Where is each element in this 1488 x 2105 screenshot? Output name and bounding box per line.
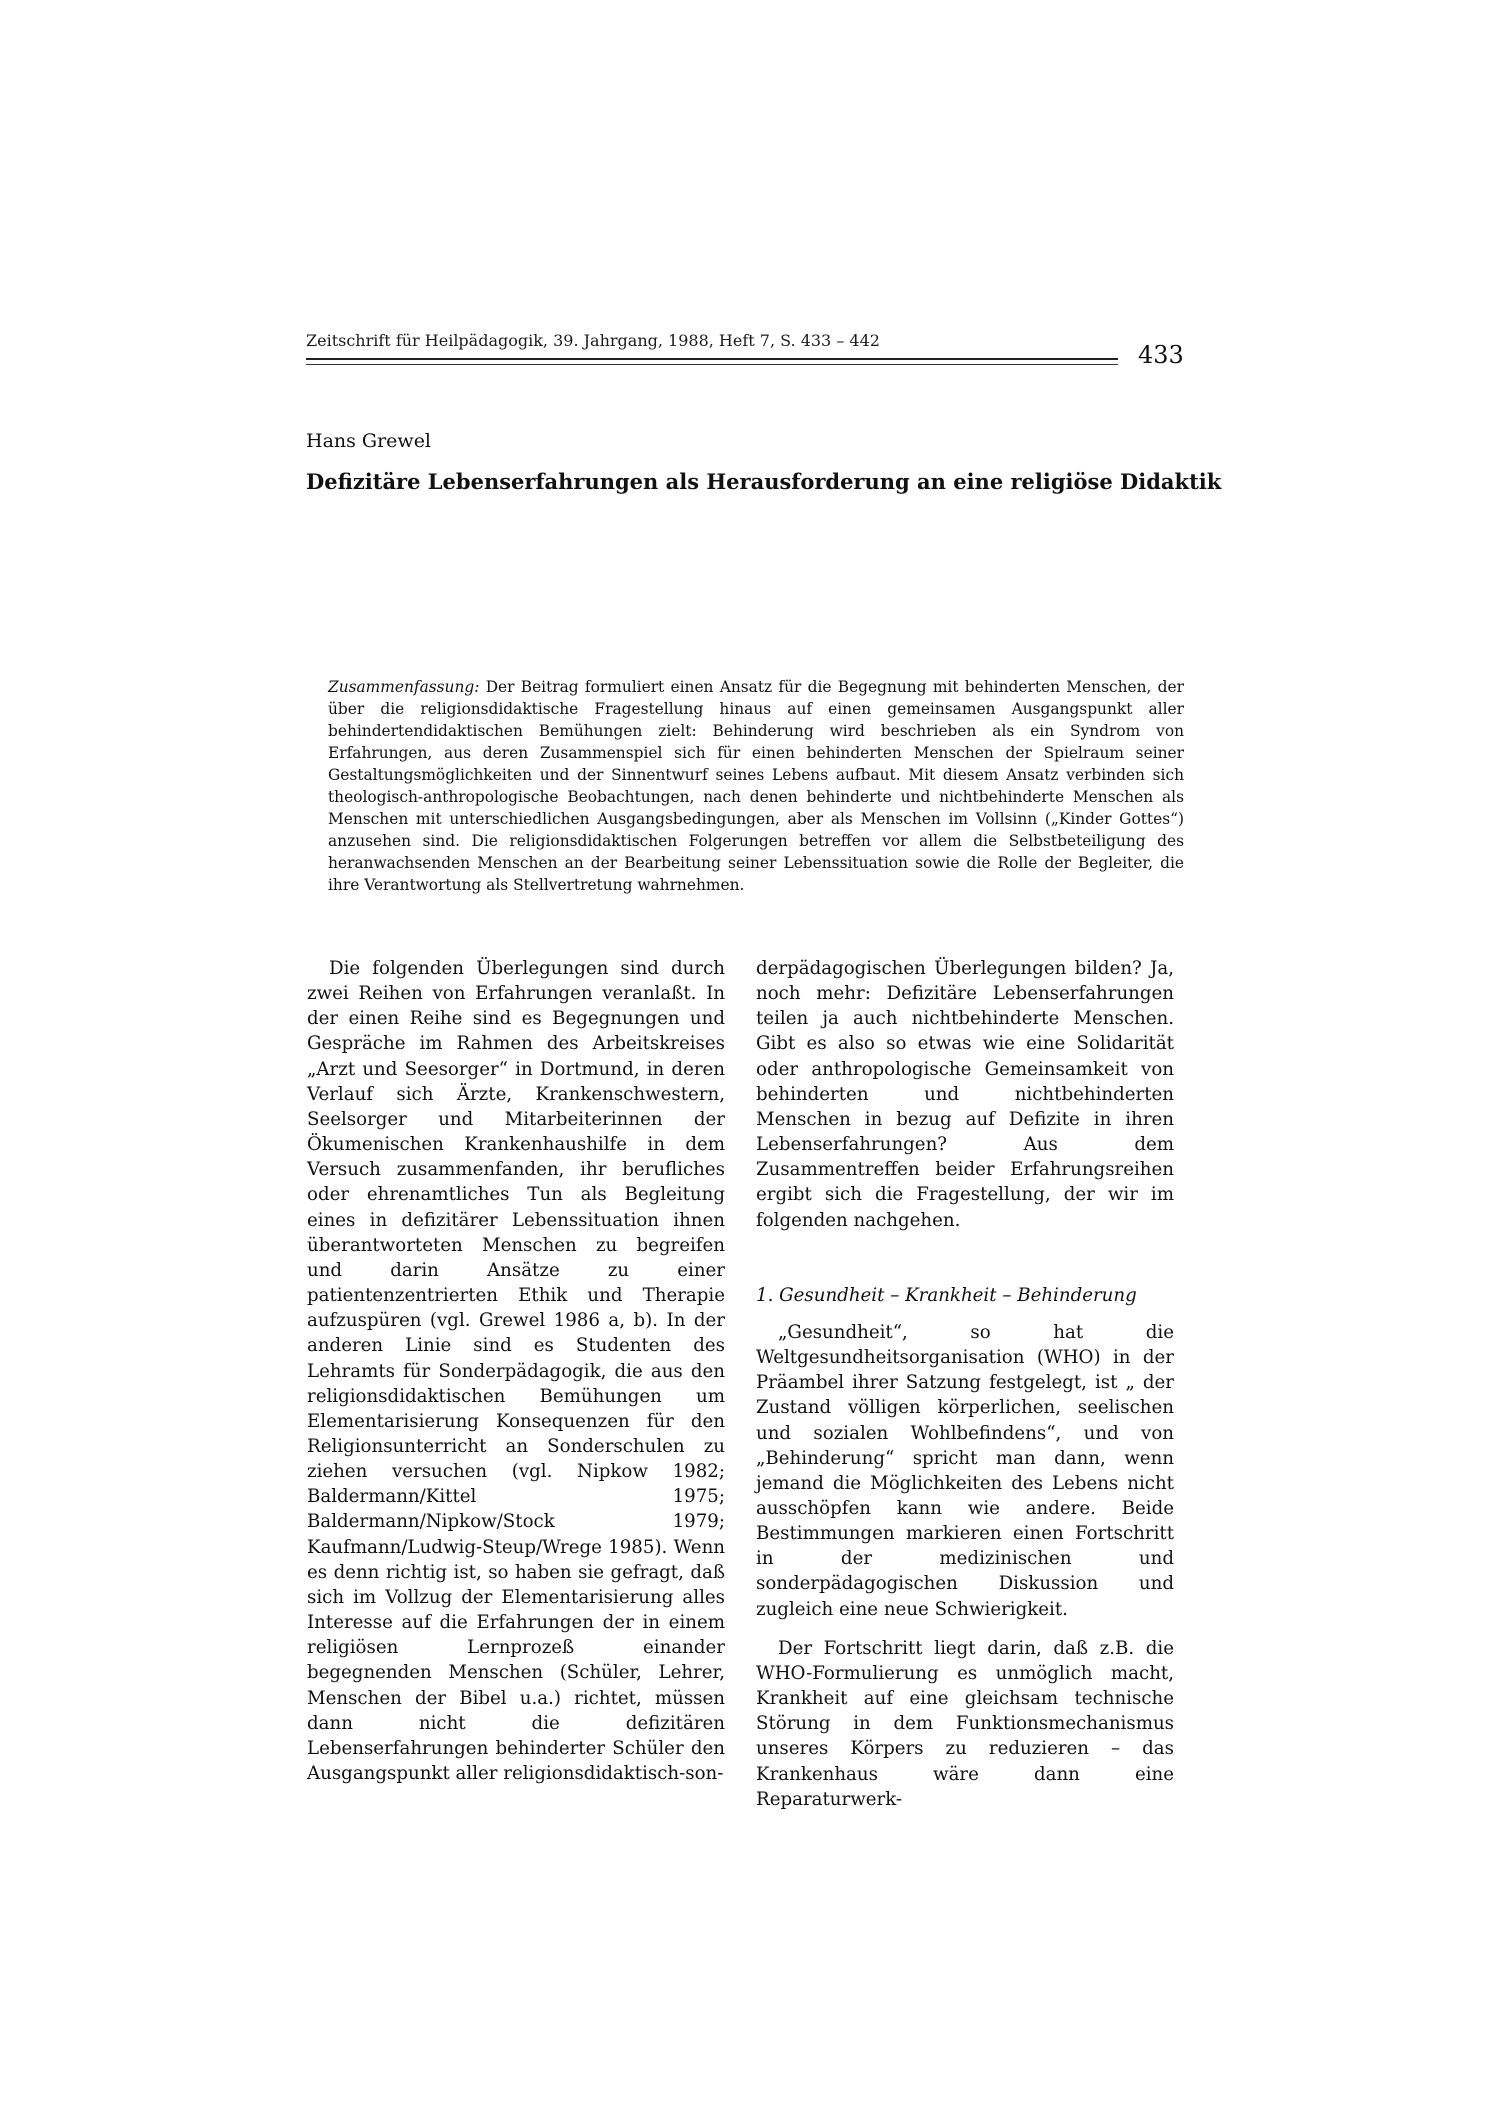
- header-rule-thin: [306, 364, 1118, 365]
- right-column: [756, 956, 1174, 1812]
- section-heading: 1. Gesundheit – Krankheit – Behinderung: [756, 1284, 1137, 1306]
- abstract-text: Der Beitrag formuliert einen Ansatz für die Begegnung mit behinderten Menschen, der über die religionsdidaktische Fragestellung hinaus auf einen gemeinsamen Ausgangspunkt aller behindertendidaktischen Bemühungen zielt: Behinderung wird beschrieben als ein Syndrom von Erfahrungen, aus deren Zusammenspiel sich für einen behinderten Menschen der Spielraum seiner Gestaltungsmöglichkeiten und der Sinnentwurf seines Lebens aufbaut. Mit diesem Ansatz verbinden sich theologisch-anthropologische Beobachtungen, nach denen behinderte und nichtbehinderte Menschen als Menschen mit unterschiedlichen Ausgangsbedingungen, aber als Menschen im Vollsinn („Kinder Gottes“) anzusehen sind. Die religionsdidaktischen Folgerungen betreffen vor allem die Selbstbeteiligung des heranwachsenden Menschen an der Bearbeitung seiner Lebenssituation sowie die Rolle der Begleiter, die ihre Verantwortung als Stellvertretung wahrnehmen.: [328, 678, 1184, 894]
- body-paragraph: Die folgenden Überlegungen sind durch zwei Reihen von Erfahrungen veranlaßt. In der einen Reihe sind es Begegnungen und Gespräche im Rahmen des Arbeitskreises „Arzt und Seesorger“ in Dortmund, in deren Verlauf sich Ärzte, Krankenschwestern, Seelsorger und Mitarbeiterinnen der Ökumenischen Krankenhaushilfe in dem Versuch zusammenfanden, ihr berufliches oder ehrenamtliches Tun als Begleitung eines in defizitärer Lebenssituation ihnen überantworteten Menschen zu begreifen und darin Ansätze zu einer patientenzentrierten Ethik und Therapie aufzuspüren (vgl. Grewel 1986 a, b). In der anderen Linie sind es Studenten des Lehramts für Sonderpädagogik, die aus den religionsdidaktischen Bemühungen um Elementarisierung Konsequenzen für den Religionsunterricht an Sonderschulen zu ziehen versuchen (vgl. Nipkow 1982; Baldermann/Kittel 1975; Baldermann/Nipkow/Stock 1979; Kaufmann/Ludwig-Steup/Wrege 1985). Wenn es denn richtig ist, so haben sie gefragt, daß sich im Vollzug der Elementarisierung alles Interesse auf die Erfahrungen der in einem religiösen Lernprozeß einander begegnenden Menschen (Schüler, Lehrer, Menschen der Bibel u.a.) richtet, müssen dann nicht die defizitären Lebenserfahrungen behinderter Schüler den Ausgangspunkt aller religionsdidaktisch-son-: [307, 958, 725, 1784]
- header-rule: [306, 358, 1118, 360]
- body-paragraph: „Gesundheit“, so hat die Weltgesundheitsorganisation (WHO) in der Präambel ihrer Satzung festgelegt, ist „ der Zustand völligen körperlichen, seelischen und sozialen Wohlbefindens“, und von „Behinderung“ spricht man dann, wenn jemand die Möglichkeiten des Lebens nicht ausschöpfen kann wie andere. Beide Bestimmungen markieren einen Fortschritt in der medizinischen und sonderpädagogischen Diskussion und zugleich eine neue Schwierigkeit.: [756, 1321, 1174, 1620]
- page-number: 433: [1138, 341, 1184, 369]
- article-title: Defizitäre Lebenserfahrungen als Herausforderung an eine religiöse Didaktik: [306, 469, 1222, 494]
- abstract: [328, 676, 1184, 896]
- body-paragraph: Der Fortschritt liegt darin, daß z.B. die WHO-Formulierung es unmöglich macht, Krankheit auf eine gleichsam technische Störung in dem Funktionsmechanismus unseres Körpers zu reduzieren – das Krankenhaus wäre dann eine Reparaturwerk-: [756, 1637, 1174, 1810]
- body-paragraph-continued: derpädagogischen Überlegungen bilden? Ja, noch mehr: Defizitäre Lebenserfahrungen teilen ja auch nichtbehinderte Menschen. Gibt es also so etwas wie eine Solidarität oder anthropologische Gemeinsamkeit von behinderten und nichtbehinderten Menschen in bezug auf Defizite in ihren Lebenserfahrungen? Aus dem Zusammentreffen beider Erfahrungsreihen ergibt sich die Fragestellung, der wir im folgenden nachgehen.: [756, 958, 1174, 1231]
- left-column: [307, 956, 725, 1786]
- author-name: Hans Grewel: [306, 430, 432, 452]
- journal-citation: Zeitschrift für Heilpädagogik, 39. Jahrgang, 1988, Heft 7, S. 433 – 442: [306, 331, 880, 350]
- abstract-label: Zusammenfassung:: [328, 678, 480, 696]
